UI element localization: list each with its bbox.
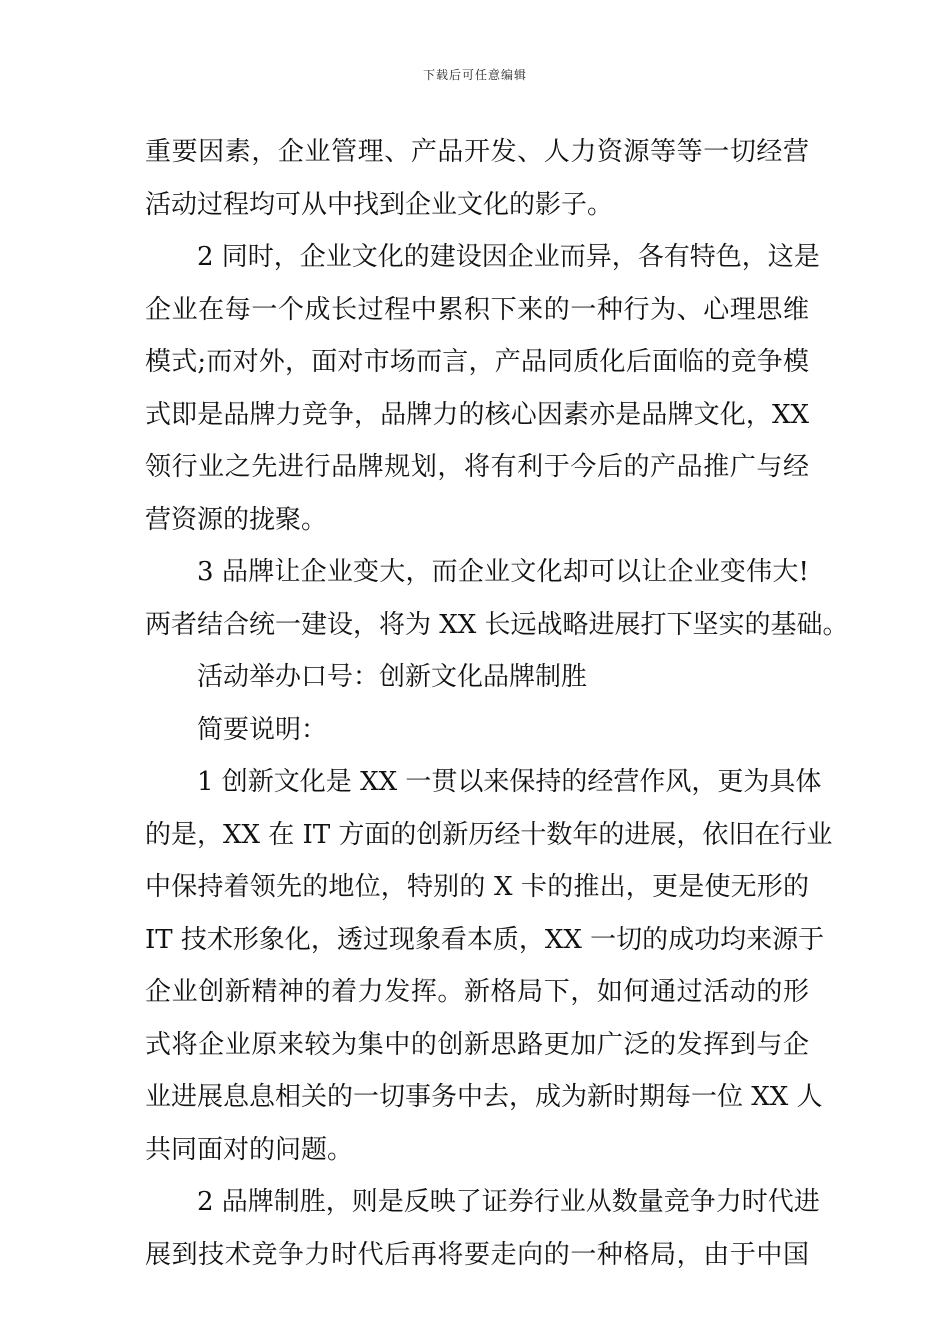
text-line: 1 创新文化是 XX 一贯以来保持的经营作风，更为具体	[197, 767, 822, 797]
text-line: 企业在每一个成长过程中累积下来的一种行为、心理思维	[145, 294, 809, 325]
text-line: 2 同时，企业文化的建设因企业而异，各有特色，这是	[197, 242, 820, 272]
text-line: 中保持着领先的地位，特别的 X 卡的推出，更是使无形的	[145, 872, 809, 902]
text-line: 共同面对的问题。	[145, 1134, 354, 1165]
text-line: 简要说明：	[197, 714, 328, 745]
text-line: 企业创新精神的着力发挥。新格局下，如何通过活动的形	[145, 977, 809, 1007]
text-line: 活动举办口号：创新文化品牌制胜	[197, 662, 588, 692]
text-line: 的是，XX 在 IT 方面的创新历经十数年的进展，依旧在行业	[145, 819, 833, 850]
text-line: 式即是品牌力竞争，品牌力的核心因素亦是品牌文化，XX	[145, 399, 809, 430]
text-line: IT 技术形象化，透过现象看本质，XX 一切的成功均来源于	[145, 924, 825, 955]
text-line: 3 品牌让企业变大，而企业文化却可以让企业变伟大!	[197, 557, 809, 587]
text-line: 领行业之先进行品牌规划，将有利于今后的产品推广与经	[145, 452, 809, 482]
text-line: 2 品牌制胜，则是反映了证券行业从数量竞争力时代进	[197, 1187, 820, 1217]
text-line: 业进展息息相关的一切事务中去，成为新时期每一位 XX 人	[145, 1082, 823, 1112]
text-line: 两者结合统一建设，将为 XX 长远战略进展打下坚实的基础。	[145, 609, 849, 640]
document-body	[145, 126, 849, 1281]
text-line: 营资源的拢聚。	[145, 504, 328, 535]
text-line: 活动过程均可从中找到企业文化的影子。	[145, 189, 614, 220]
page-header: 下载后可任意编辑	[422, 68, 527, 82]
text-line: 模式;而对外，面对市场而言，产品同质化后面临的竞争模	[145, 347, 809, 377]
text-line: 式将企业原来较为集中的创新思路更加广泛的发挥到与企	[145, 1029, 809, 1060]
text-line: 重要因素，企业管理、产品开发、人力资源等等一切经营	[145, 137, 809, 167]
text-line: 展到技术竞争力时代后再将要走向的一种格局，由于中国	[145, 1239, 809, 1270]
